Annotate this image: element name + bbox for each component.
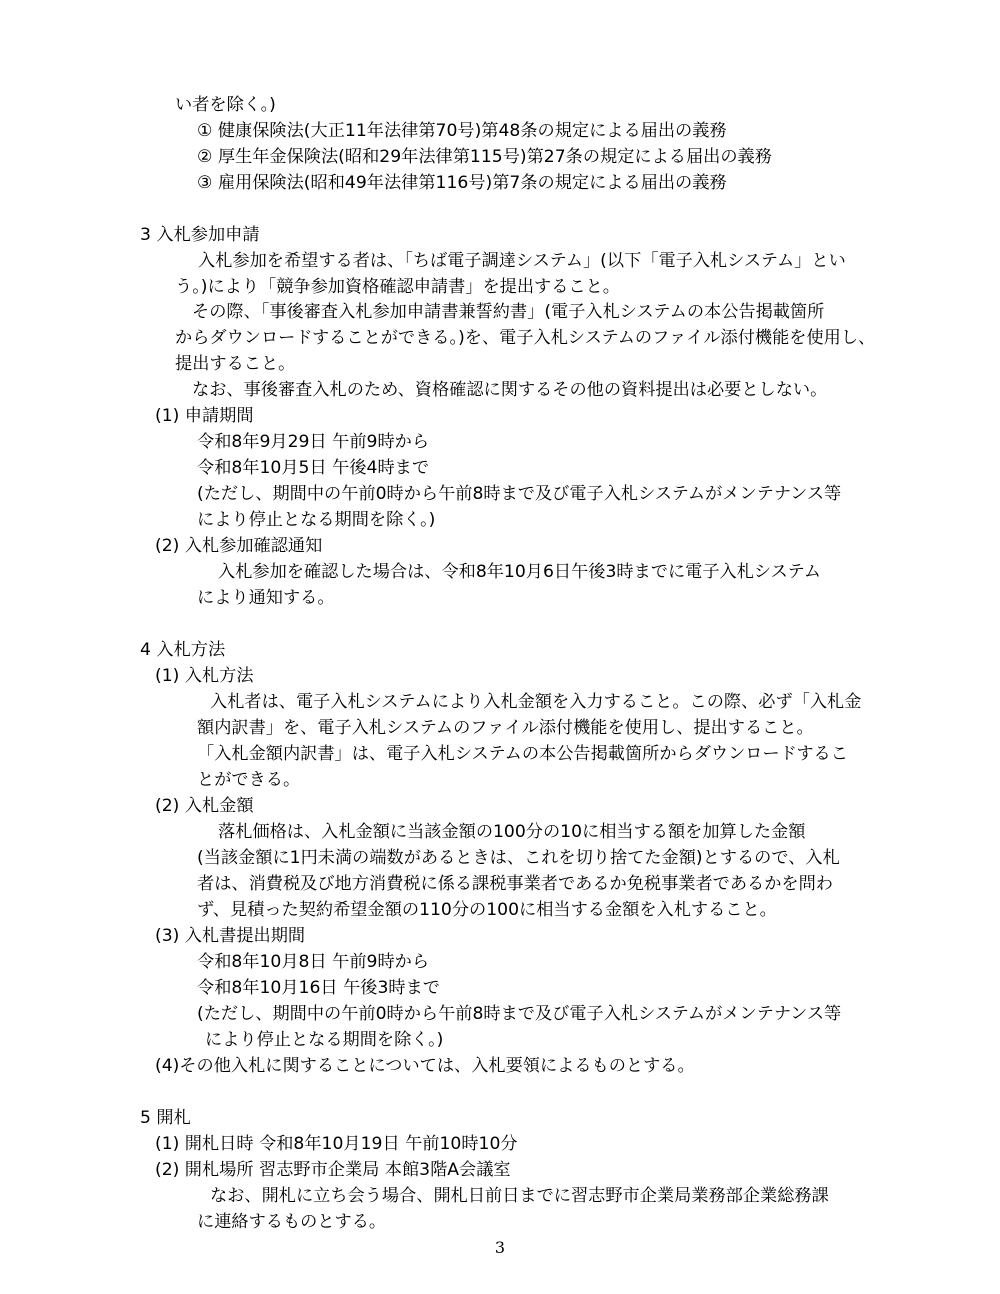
text-line: 令和8年10月5日 午後4時まで [197,458,430,478]
text-line: (1) 入札方法 [155,666,254,686]
text-line: なお、事後審査入札のため、資格確認に関するその他の資料提出は必要としない。 [192,380,828,400]
text-line: 額内訳書」を、電子入札システムのファイル添付機能を使用し、提出すること。 [197,718,814,738]
text-line: 5 開札 [140,1108,191,1128]
text-line: に連絡するものとする。 [197,1212,387,1232]
text-line: 4 入札方法 [140,640,226,660]
text-line: により停止となる期間を除く。) [205,1030,444,1050]
text-line: 「入札金額内訳書」は、電子入札システムの本公告掲載箇所からダウンロードするこ [197,744,848,764]
text-line: 令和8年10月16日 午後3時まで [197,978,440,998]
text-line: (4)その他入札に関することについては、入札要領によるものとする。 [155,1056,695,1076]
page-number: 3 [494,1238,506,1257]
text-line: 令和8年9月29日 午前9時から [197,432,430,452]
text-line: (ただし、期間中の午前0時から午前8時まで及び電子入札システムがメンテナンス等 [197,484,842,504]
text-line: 入札参加を希望する者は、「ちば電子調達システム」(以下「電子入札システム」とい [198,251,846,271]
text-line: (1) 申請期間 [155,406,254,426]
text-line: とができる。 [197,770,301,790]
text-line: 者は、消費税及び地方消費税に係る課税事業者であるか免税事業者であるかを問わ [197,874,833,894]
text-line: (ただし、期間中の午前0時から午前8時まで及び電子入札システムがメンテナンス等 [197,1004,842,1024]
text-line: 提出すること。 [175,354,296,374]
text-line: ① 健康保険法(大正11年法律第70号)第48条の規定による届出の義務 [197,121,727,141]
text-line: 入札者は、電子入札システムにより入札金額を入力すること。この際、必ず「入札金 [210,692,862,712]
text-line: 3 入札参加申請 [140,225,260,245]
text-line: 入札参加を確認した場合は、令和8年10月6日午後3時までに電子入札システム [218,562,821,582]
text-line: その際、「事後審査入札参加申請書兼誓約書」(電子入札システムの本公告掲載箇所 [192,302,825,322]
text-line: う。)により「競争参加資格確認申請書」を提出すること。 [175,277,620,297]
text-line: ず、見積った契約希望金額の110分の100に相当する金額を入札すること。 [197,900,777,920]
text-line: (2) 入札参加確認通知 [155,536,323,556]
text-line: (2) 開札場所 習志野市企業局 本館3階A会議室 [155,1160,511,1180]
text-line: (3) 入札書提出期間 [155,926,306,946]
text-line: (1) 開札日時 令和8年10月19日 午前10時10分 [155,1134,518,1154]
text-line: (当該金額に1円未満の端数があるときは、これを切り捨てた金額)とするので、入札 [197,848,840,868]
text-line: により停止となる期間を除く。) [197,510,436,530]
text-line: からダウンロードすることができる。)を、電子入札システムのファイル添付機能を使用し、 [175,328,876,348]
text-line: 落札価格は、入札金額に当該金額の100分の10に相当する額を加算した金額 [218,822,806,842]
text-line: (2) 入札金額 [155,796,254,816]
text-line: ③ 雇用保険法(昭和49年法律第116号)第7条の規定による届出の義務 [197,173,727,193]
text-line: 令和8年10月8日 午前9時から [197,952,430,972]
text-line: い者を除く。) [175,95,276,115]
text-line: ② 厚生年金保険法(昭和29年法律第115号)第27条の規定による届出の義務 [197,147,772,167]
text-line: により通知する。 [197,588,335,608]
text-line: なお、開札に立ち会う場合、開札日前日までに習志野市企業局業務部企業総務課 [210,1186,829,1206]
